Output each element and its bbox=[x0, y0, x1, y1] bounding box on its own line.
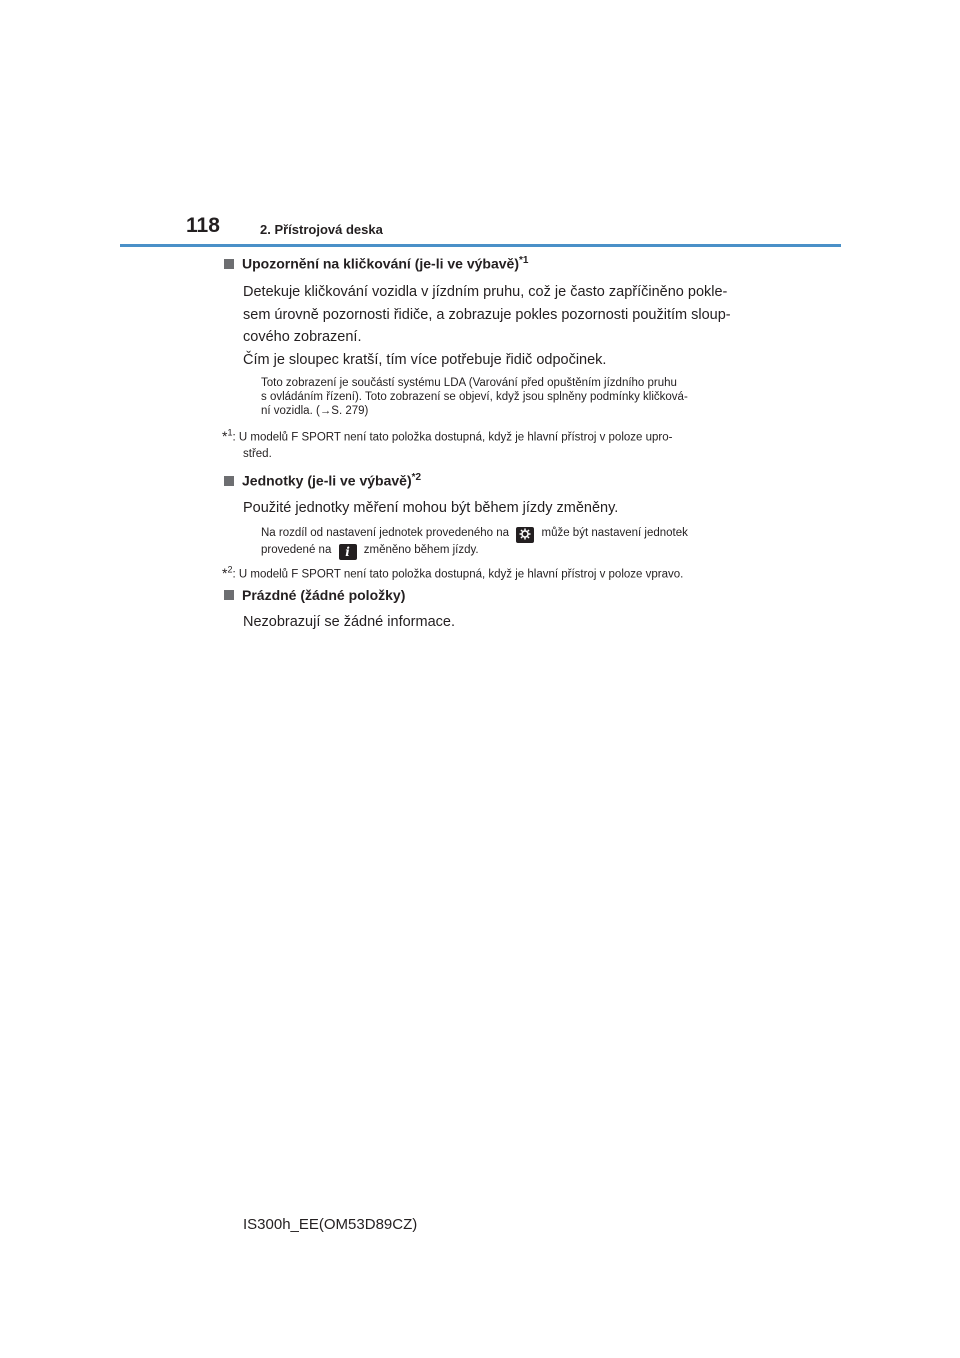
note-text: provedené na bbox=[261, 544, 332, 556]
body-line: sem úrovně pozornosti řidiče, a zobrazuje pokles pozornosti použitím sloup- bbox=[243, 306, 731, 323]
bullet-square-icon bbox=[224, 259, 234, 269]
footnote-text: : U modelů F SPORT není tato položka dostupná, když je hlavní přístroj v poloze upro- bbox=[232, 431, 673, 444]
footnote-asterisk: *$^2$ bbox=[222, 564, 233, 581]
note-drowsiness bbox=[261, 376, 745, 418]
body-line: Použité jednotky měření mohou být během jízdy změněny. bbox=[243, 500, 619, 516]
footnote-1 bbox=[222, 424, 752, 462]
header-divider bbox=[120, 244, 841, 247]
chapter-title: 2. Přístrojová deska bbox=[260, 222, 383, 237]
footnote-asterisk: *$^1$ bbox=[222, 427, 233, 444]
section-heading-drowsiness bbox=[224, 255, 528, 272]
bullet-square-icon bbox=[224, 476, 234, 486]
note-text: Na rozdíl od nastavení jednotek provedeného na bbox=[261, 527, 510, 539]
body-line: Detekuje kličkování vozidla v jízdním pruhu, což je často zapříčiněno pokle- bbox=[243, 284, 728, 300]
footnote-text: : U modelů F SPORT není tato položka dostupná, když je hlavní přístroj v poloze vpravo. bbox=[232, 568, 684, 581]
note-line: ní vozidla. (→S. 279) bbox=[261, 405, 369, 417]
section-heading-empty bbox=[224, 587, 405, 603]
heading-text: Upozornění na kličkování (je-li ve výbavě) bbox=[242, 255, 519, 272]
body-line: cového zobrazení. bbox=[243, 329, 362, 345]
section-heading-units bbox=[224, 472, 421, 489]
section-body-drowsiness bbox=[243, 281, 743, 371]
info-icon: i bbox=[339, 544, 357, 560]
footnote-text-cont: střed. bbox=[243, 447, 272, 460]
heading-text: Jednotky (je-li ve výbavě) bbox=[242, 472, 412, 489]
note-line: Toto zobrazení je součástí systému LDA (Varování před opuštěním jízdního pruhu bbox=[261, 377, 677, 389]
note-text: změněno během jízdy. bbox=[363, 544, 479, 556]
section-body-empty bbox=[243, 611, 743, 634]
body-line: Nezobrazují se žádné informace. bbox=[243, 614, 455, 630]
document-code: IS300h_EE(OM53D89CZ) bbox=[243, 1216, 418, 1233]
section-body-units bbox=[243, 497, 743, 520]
note-units bbox=[261, 526, 745, 560]
note-text: může být nastavení jednotek bbox=[541, 527, 688, 539]
footnote-ref: *2 bbox=[411, 472, 422, 483]
gear-icon bbox=[516, 527, 534, 543]
bullet-square-icon bbox=[224, 590, 234, 600]
note-line: s ovládáním řízení). Toto zobrazení se objeví, když jsou splněny podmínky kličková- bbox=[261, 391, 688, 403]
footnote-2 bbox=[222, 561, 752, 583]
page-number: 118 bbox=[186, 214, 220, 237]
heading-text: Prázdné (žádné položky) bbox=[242, 587, 406, 603]
body-line: Čím je sloupec kratší, tím více potřebuje řidič odpočinek. bbox=[243, 351, 607, 368]
footnote-ref: *1 bbox=[518, 255, 529, 266]
